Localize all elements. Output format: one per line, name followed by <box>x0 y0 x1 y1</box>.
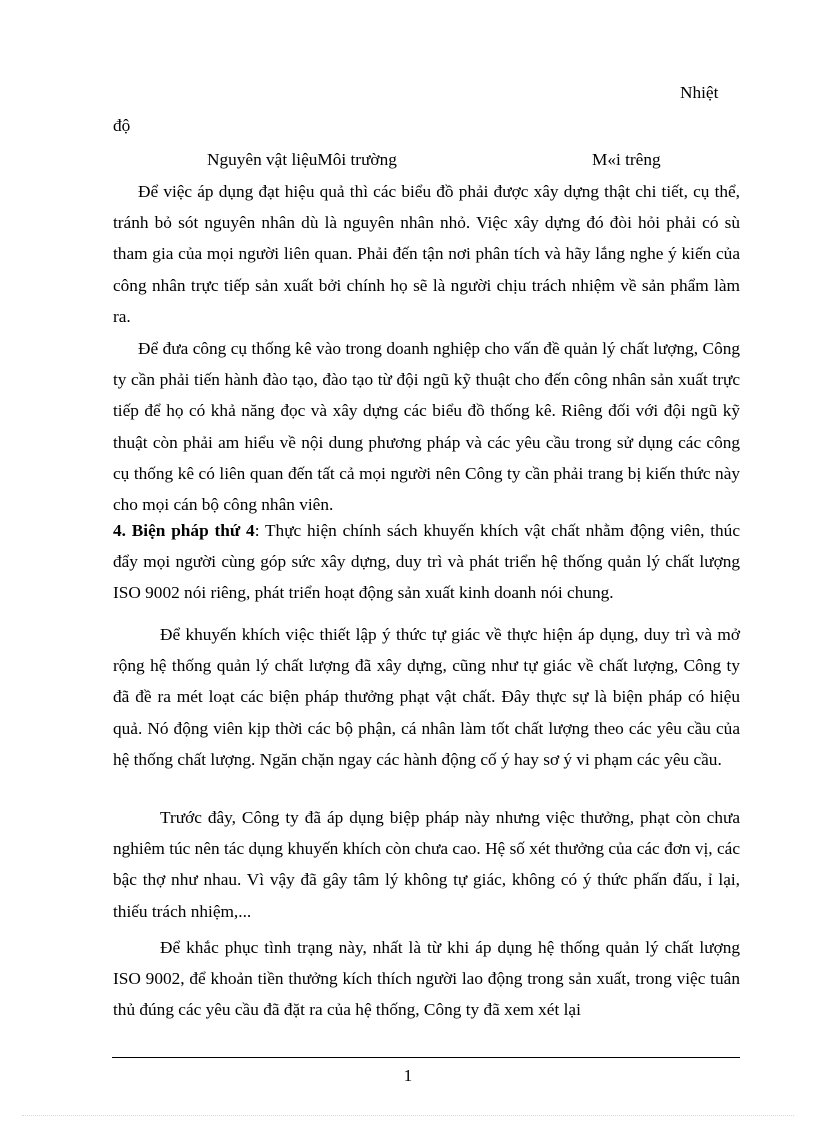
paragraph-5: Trước đây, Công ty đã áp dụng biệp pháp này nhưng việc thưởng, phạt còn chưa nghiêm túc nên tác dụng khuyến khích còn chưa cao. Hệ số xét thưởng của các đơn vị, các bậc thợ như nhau. Vì vậy đã gây tâm lý không tự giác, không có ý thức phấn đấu, ỉ lại, thiếu trách nhiệm,... <box>113 808 740 921</box>
paragraph-3 <box>113 515 740 609</box>
page-number: 1 <box>403 1066 413 1085</box>
page-boundary <box>22 1115 794 1116</box>
section-heading: 4. Biện pháp thứ 4 <box>113 521 255 540</box>
diagram-label-may-thiet-bi: M«i trêng <box>592 150 661 169</box>
section-heading-body: : Thực hiện chính sách khuyến khích vật chất nhằm động viên, thúc đẩy mọi người cùng góp sức xây dựng, duy trì và phát triển hệ thống quản lý chất lượng ISO 9002 nói riêng, phát triển hoạt động sản xuất kinh doanh nói chung. <box>113 521 740 603</box>
paragraph-1: Để việc áp dụng đạt hiệu quả thì các biểu đồ phải được xây dựng thật chi tiết, cụ thể, tránh bỏ sót nguyên nhân dù là nguyên nhân nhỏ. Việc xây dựng đó đòi hỏi phải có sù tham gia của mọi người liên quan. Phải đến tận nơi phân tích và hãy lắng nghe ý kiến của công nhân trực tiếp sản xuất bởi chính họ sẽ là người chịu trách nhiệm về sản phẩm làm ra. <box>113 182 740 326</box>
diagram-label-nhiet: Nhiệt <box>680 83 719 102</box>
paragraph-6: Để khắc phục tình trạng này, nhất là từ khi áp dụng hệ thống quản lý chất lượng ISO 9002, để khoản tiền thưởng kích thích người lao động trong sản xuất, trong việc tuân thủ đúng các yêu cầu đã đặt ra của hệ thống, Công ty đã xem xét lại <box>113 938 740 1020</box>
footer-rule <box>112 1057 740 1058</box>
diagram-label-do: độ <box>113 116 131 135</box>
paragraph-4: Để khuyến khích việc thiết lập ý thức tự giác về thực hiện áp dụng, duy trì và mở rộng hệ thống quản lý chất lượng đã xây dựng, cũng như tự giác về chất lượng, Công ty đã đề ra mét loạt các biện pháp thưởng phạt vật chất. Đây thực sự là biện pháp có hiệu quả. Nó động viên kịp thời các bộ phận, cá nhân làm tốt chất lượng theo các yêu cầu của hệ thống chất lượng. Ngăn chặn ngay các hành động cố ý hay sơ ý vi phạm các yêu cầu. <box>113 625 740 769</box>
paragraph-2: Để đưa công cụ thống kê vào trong doanh nghiệp cho vấn đề quản lý chất lượng, Công ty cần phải tiến hành đào tạo, đào tạo từ đội ngũ kỹ thuật cho đến công nhân sản xuất trực tiếp để họ có khả năng đọc và xây dựng các biểu đồ thống kê. Riêng đối với đội ngũ kỹ thuật còn phải am hiểu về nội dung phương pháp và các yêu cầu trong sử dụng các công cụ thống kê có liên quan đến tất cả mọi người nên Công ty cần phải trang bị kiến thức này cho mọi cán bộ công nhân viên. <box>113 339 740 515</box>
diagram-label-nguyen-vat-lieu-moi-truong: Nguyên vật liệuMôi trường <box>207 150 397 169</box>
